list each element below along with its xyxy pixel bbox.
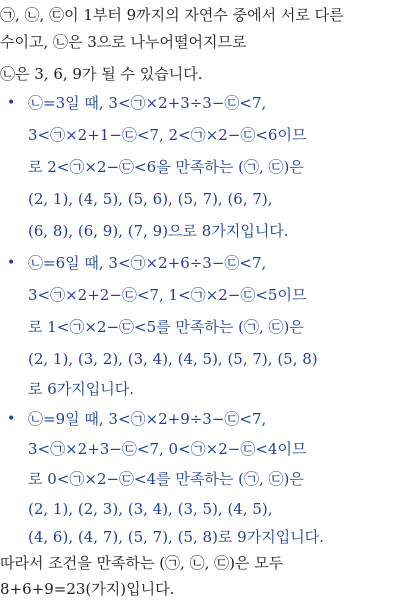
case3-line-5: (4, 6), (4, 7), (5, 7), (5, 8)로 9가지입니다. xyxy=(28,528,324,546)
case2-line-5: 로 6가지입니다. xyxy=(28,380,135,398)
case1-line-2: 3<㉠×2+1−㉢<7, 2<㉠×2−㉢<6이므 xyxy=(28,126,307,144)
case1-line-3: 로 2<㉠×2−㉢<6을 만족하는 (㉠, ㉢)은 xyxy=(28,158,304,176)
intro-line-1: ㉠, ㉡, ㉢이 1부터 9까지의 자연수 중에서 서로 다른 xyxy=(0,6,344,24)
case3-line-3: 로 0<㉠×2−㉢<4를 만족하는 (㉠, ㉢)은 xyxy=(28,470,304,488)
case2-bullet: • xyxy=(7,255,16,271)
case1-line-5: (6, 8), (6, 9), (7, 9)으로 8가지입니다. xyxy=(28,222,289,240)
case1-line-4: (2, 1), (4, 5), (5, 6), (5, 7), (6, 7), xyxy=(28,190,273,208)
case2-line-3: 로 1<㉠×2−㉢<5를 만족하는 (㉠, ㉢)은 xyxy=(28,318,304,336)
intro-line-2: 수이고, ㉡은 3으로 나누어떨어지므로 xyxy=(0,33,247,51)
intro-line-3: ㉡은 3, 6, 9가 될 수 있습니다. xyxy=(0,65,203,83)
case3-line-4: (2, 1), (2, 3), (3, 4), (3, 5), (4, 5), xyxy=(28,500,273,518)
case1-line-1: ㉡=3일 때, 3<㉠×2+3÷3−㉢<7, xyxy=(28,94,267,112)
conclusion-line-1: 따라서 조건을 만족하는 (㉠, ㉡, ㉢)은 모두 xyxy=(0,554,284,572)
case1-bullet: • xyxy=(7,95,16,111)
case3-line-2: 3<㉠×2+3−㉢<7, 0<㉠×2−㉢<4이므 xyxy=(28,440,307,458)
case3-line-1: ㉡=9일 때, 3<㉠×2+9÷3−㉢<7, xyxy=(28,410,267,428)
case2-line-1: ㉡=6일 때, 3<㉠×2+6÷3−㉢<7, xyxy=(28,254,267,272)
conclusion-line-2: 8+6+9=23(가지)입니다. xyxy=(0,580,175,598)
case3-bullet: • xyxy=(7,411,16,427)
case2-line-4: (2, 1), (3, 2), (3, 4), (4, 5), (5, 7), (5, 8) xyxy=(28,350,318,368)
case2-line-2: 3<㉠×2+2−㉢<7, 1<㉠×2−㉢<5이므 xyxy=(28,286,307,304)
